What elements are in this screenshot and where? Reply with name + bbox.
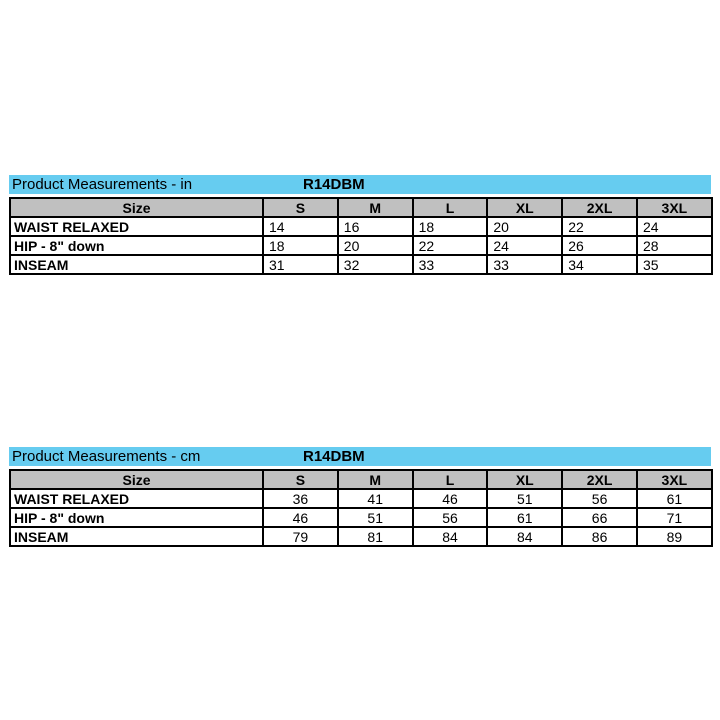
cell-value: 24 xyxy=(637,217,712,236)
table-title: Product Measurements - cm xyxy=(12,448,201,465)
header-size-xl: XL xyxy=(487,198,562,217)
header-row xyxy=(10,198,712,217)
table-row xyxy=(10,489,712,508)
header-row xyxy=(10,470,712,489)
cell-value: 33 xyxy=(413,255,488,274)
cell-value: 61 xyxy=(487,508,562,527)
table-row xyxy=(10,217,712,236)
cell-value: 71 xyxy=(637,508,712,527)
header-size-2xl: 2XL xyxy=(562,470,637,489)
header-size-label: Size xyxy=(10,470,263,489)
cell-value: 22 xyxy=(413,236,488,255)
header-size-2xl: 2XL xyxy=(562,198,637,217)
cell-value: 66 xyxy=(562,508,637,527)
table-title-bar xyxy=(9,175,711,194)
cell-value: 26 xyxy=(562,236,637,255)
header-size-3xl: 3XL xyxy=(637,198,712,217)
product-code: R14DBM xyxy=(303,448,365,465)
table-title-bar xyxy=(9,447,711,466)
table-row xyxy=(10,255,712,274)
cell-value: 61 xyxy=(637,489,712,508)
cell-value: 20 xyxy=(338,236,413,255)
header-size-label: Size xyxy=(10,198,263,217)
cell-value: 86 xyxy=(562,527,637,546)
cell-value: 18 xyxy=(413,217,488,236)
table-row xyxy=(10,236,712,255)
row-label: WAIST RELAXED xyxy=(10,217,263,236)
cell-value: 36 xyxy=(263,489,338,508)
cell-value: 84 xyxy=(413,527,488,546)
table-title: Product Measurements - in xyxy=(12,176,193,193)
row-label: HIP - 8" down xyxy=(10,236,263,255)
cell-value: 51 xyxy=(338,508,413,527)
header-size-l: L xyxy=(413,470,488,489)
row-label: INSEAM xyxy=(10,255,263,274)
cell-value: 14 xyxy=(263,217,338,236)
row-label: WAIST RELAXED xyxy=(10,489,263,508)
cell-value: 33 xyxy=(487,255,562,274)
cell-value: 31 xyxy=(263,255,338,274)
row-label: HIP - 8" down xyxy=(10,508,263,527)
product-code: R14DBM xyxy=(303,176,365,193)
cell-value: 34 xyxy=(562,255,637,274)
table-row xyxy=(10,527,712,546)
cell-value: 41 xyxy=(338,489,413,508)
cell-value: 16 xyxy=(338,217,413,236)
cell-value: 79 xyxy=(263,527,338,546)
cell-value: 46 xyxy=(413,489,488,508)
cell-value: 56 xyxy=(413,508,488,527)
cell-value: 89 xyxy=(637,527,712,546)
cell-value: 28 xyxy=(637,236,712,255)
cell-value: 20 xyxy=(487,217,562,236)
header-size-m: M xyxy=(338,198,413,217)
header-size-m: M xyxy=(338,470,413,489)
cell-value: 24 xyxy=(487,236,562,255)
header-size-s: S xyxy=(263,198,338,217)
row-label: INSEAM xyxy=(10,527,263,546)
measurements-table-inches xyxy=(9,175,711,275)
cell-value: 81 xyxy=(338,527,413,546)
cell-value: 46 xyxy=(263,508,338,527)
header-size-s: S xyxy=(263,470,338,489)
header-size-3xl: 3XL xyxy=(637,470,712,489)
cell-value: 32 xyxy=(338,255,413,274)
table-row xyxy=(10,508,712,527)
size-table xyxy=(9,197,713,275)
measurements-table-cm xyxy=(9,447,711,547)
size-table xyxy=(9,469,713,547)
cell-value: 35 xyxy=(637,255,712,274)
cell-value: 18 xyxy=(263,236,338,255)
header-size-xl: XL xyxy=(487,470,562,489)
cell-value: 51 xyxy=(487,489,562,508)
cell-value: 56 xyxy=(562,489,637,508)
cell-value: 22 xyxy=(562,217,637,236)
cell-value: 84 xyxy=(487,527,562,546)
header-size-l: L xyxy=(413,198,488,217)
